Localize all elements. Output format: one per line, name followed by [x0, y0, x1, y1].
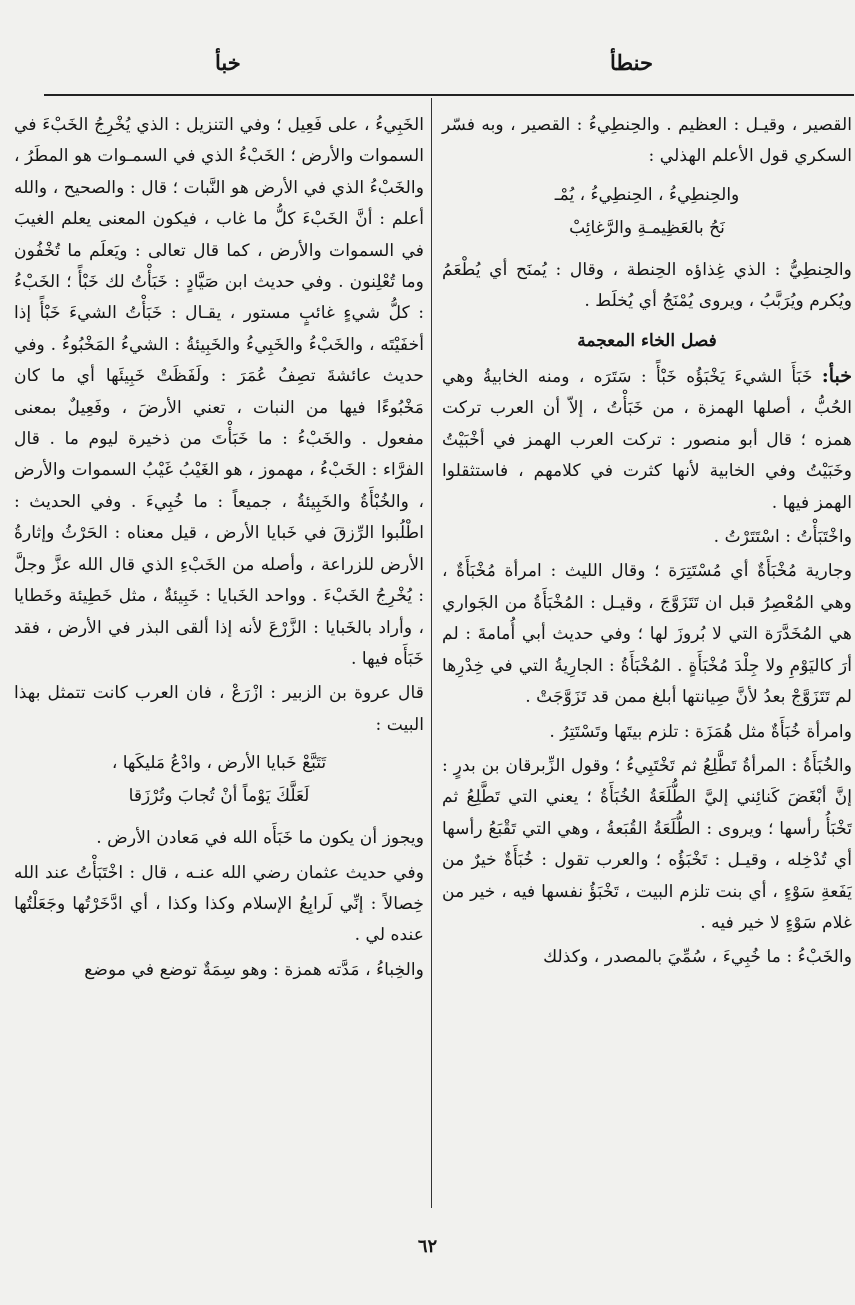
verse — [442, 179, 852, 245]
entry-text: خَبَأَ الشيءَ يَخْبَؤُه خَبْأً : سَتَرَه ، ومنه الخابيةُ وهي الحُبُّ ، أصلها الهمزة ، من خَبَأْتُ ، إلاّ أن العرب تركت همزه ؛ قال أبو منصور : تركت العرب الهمز في أخْبَيْتُ وخَبَيْتُ وفي الخابية لأنها كثرت في كلامهم ، فاستثقلوا الهمز فيها . — [442, 367, 852, 513]
right-column — [442, 110, 852, 977]
paragraph: والخِباءُ ، مَدَّته همزة : وهو سِمَةٌ توضع في موضع — [84, 959, 424, 980]
page-number: ٦٢ — [417, 1236, 438, 1257]
verse-line: والحِنطِيءُ ، الحِنطِيءُ ، يُمْـ — [554, 184, 740, 205]
verse-line: تَتَبَّعْ خَبايا الأرض ، وادْعُ مَليكَها ، — [111, 753, 327, 774]
section-title: فصل الخاء المعجمة — [577, 330, 717, 351]
entry-headword: خبأ: — [821, 365, 852, 388]
running-header-left: خبأ — [215, 50, 241, 75]
verse-line: نَحُ بالعَظِيمـةِ والرَّغائِبْ — [569, 217, 725, 238]
header-rule — [44, 94, 854, 96]
entry-paragraph — [442, 361, 852, 519]
paragraph: والخُبَأَةُ : المرأةُ تَطَّلِعُ ثم تَخْتَبِيءُ ؛ وقول الزِّبرقان بن بدرٍ : إنَّ أبْغَضَ كَنائِني إليَّ الطُّلَعَةُ الخُبَأَةُ ؛ يعني التي تَطَّلِعُ ثم تَخْبَأُ رأسها ؛ ويروى : الطُّلَعَةُ القُبَعةُ ، وهي التي تَقْبَعُ رأسها أي تُدْخِله ، وقيـل : تَخْبَؤُه ؛ والعرب تقول : خُبَأَةٌ خيرٌ من يَفَعةِ سَوْءٍ ، أي بنت تلزم البيت ، تَخْبَؤُ نفسها فيه ، خير من غلام سَوْءٍ لا خير فيه . — [442, 755, 852, 933]
paragraph: وجارية مُخْبَأَةٌ أي مُسْتَتِرَة ؛ وقال الليث : امرأة مُخْبَأَةٌ ، وهي المُعْصِرُ قبل ان تَتَزَوَّجَ ، وقيـل : المُخْبَأَةُ من الجَواري هي المُخَدَّرَة التي لا بُروزَ لها ؛ وفي حديث أبي أُمامةَ : لم أرَ كاليَوْمِ ولا جِلْدَ مُخْبَأَةٍ . المُخْبَأَةُ : الجارِيةُ التي في خِدْرِها لم تَتَزَوَّجْ بعدُ لأنَّ صِيانتها أبلغ ممن قد تَزَوَّجَتْ . — [442, 561, 852, 708]
paragraph: والحِنطِيُّ : الذي غِذاؤه الحِنطة ، وقال : يُمنَح أي يُطْعَمُ ويُكرم ويُرَبَّبُ ، ويروى يُمْنَجُ أي يُخلَط . — [442, 259, 852, 312]
verse-line: لَعَلَّكَ يَوْماً أنْ تُجابَ وتُرْزَقا — [128, 786, 310, 807]
paragraph: واخْتَبَأْتُ : اسْتَتَرْتُ . — [713, 527, 852, 548]
left-column — [14, 110, 424, 989]
paragraph: وفي حديث عثمان رضي الله عنـه ، قال : اخْتَبَأْتُ عند الله خِصالاً : إنِّي لَرابِعُ الإسلام وكذا وكذا ، أي ادَّخَرْتُها وجَعَلْتُها عنده لي . — [14, 862, 424, 946]
paragraph: ويجوز أن يكون ما خَبَأَه الله في مَعادن الأرض . — [96, 828, 424, 849]
paragraph: الخَبِيءُ ، على فَعِيل ؛ وفي التنزيل : الذي يُخْرِجُ الخَبْءَ في السموات والأرض ؛ الخَبْءُ الذي في السمـوات هو المطَرُ ، والخَبْءُ الذي في الأرض هو النَّبات ؛ قال : والصحيح ، والله أعلم : أنَّ الخَبْءَ كلُّ ما غاب ، فيكون المعنى يعلم الغيبَ في السموات والأرض ، كما قال تعالى : ويَعلَم ما تُخْفُون وما تُعْلِنون . وفي حديث ابن صَيَّادٍ : خَبَأْتُ لك خَبْأً ؛ الخَبْءُ : كلُّ شيءٍ غائبٍ مستور ، يقـال : خَبَأْتُ الشيءَ خَبْأً إذا أخفَيْتَه ، والخَبْءُ والخَبِيءُ والخَبِيئةُ : الشيءُ المَخْبُوءُ . وفي حديث عائشةَ تصِفُ عُمَرَ : ولَفَظَتْ خَبِيئَها أي ما كان مَخْبُوءًا فيها من النبات ، تعني الأرضَ ، وفَعِيلٌ بمعنى مفعول . والخَبْءُ : ما خَبَأْتَ من ذخيرة ليوم ما . قال الفرَّاء : الخَبْءُ ، مهموز ، هو الغَيْبُ غَيْبُ السموات والأرض ، والخُبْأَةُ والخَبِيئةُ ، جميعاً : ما خُبِيءَ . وفي الحديث : اطْلُبوا الرِّزقَ في خَبايا الأرض ، قيل معناه : الحَرْثُ وإثارةُ الأرض للزراعة ، وأصله من الخَبْءِ الذي قال الله عزَّ وجلَّ : يُخْرِجُ الخَبْءَ . وواحد الخَبايا : خَبِيئةٌ ، مثل خَطِيئة وخَطايا ، وأراد بالخَبايا : الزَّرْعَ لأنه إذا ألقى البذر في الأرض ، فقد خَبَأَه فيها . — [14, 115, 424, 669]
paragraph: وامرأة خُبَأَةٌ مثل هُمَزَة : تلزم بيتَها وتَسْتَتِرُ . — [549, 721, 852, 742]
running-header-right: حنطأ — [610, 50, 653, 75]
paragraph: القصير ، وقيـل : العظيم . والحِنطِيءُ : القصير ، وبه فسّر السكري قول الأعلم الهذلي : — [442, 115, 852, 167]
column-divider — [431, 98, 432, 1208]
paragraph: والخَبْءُ : ما خُبِيءَ ، سُمِّيَ بالمصدر ، وكذلك — [543, 947, 852, 968]
paragraph: قال عروة بن الزبير : ازْرَعْ ، فان العرب كانت تتمثل بهذا البيت : — [14, 683, 424, 735]
verse — [14, 747, 424, 813]
